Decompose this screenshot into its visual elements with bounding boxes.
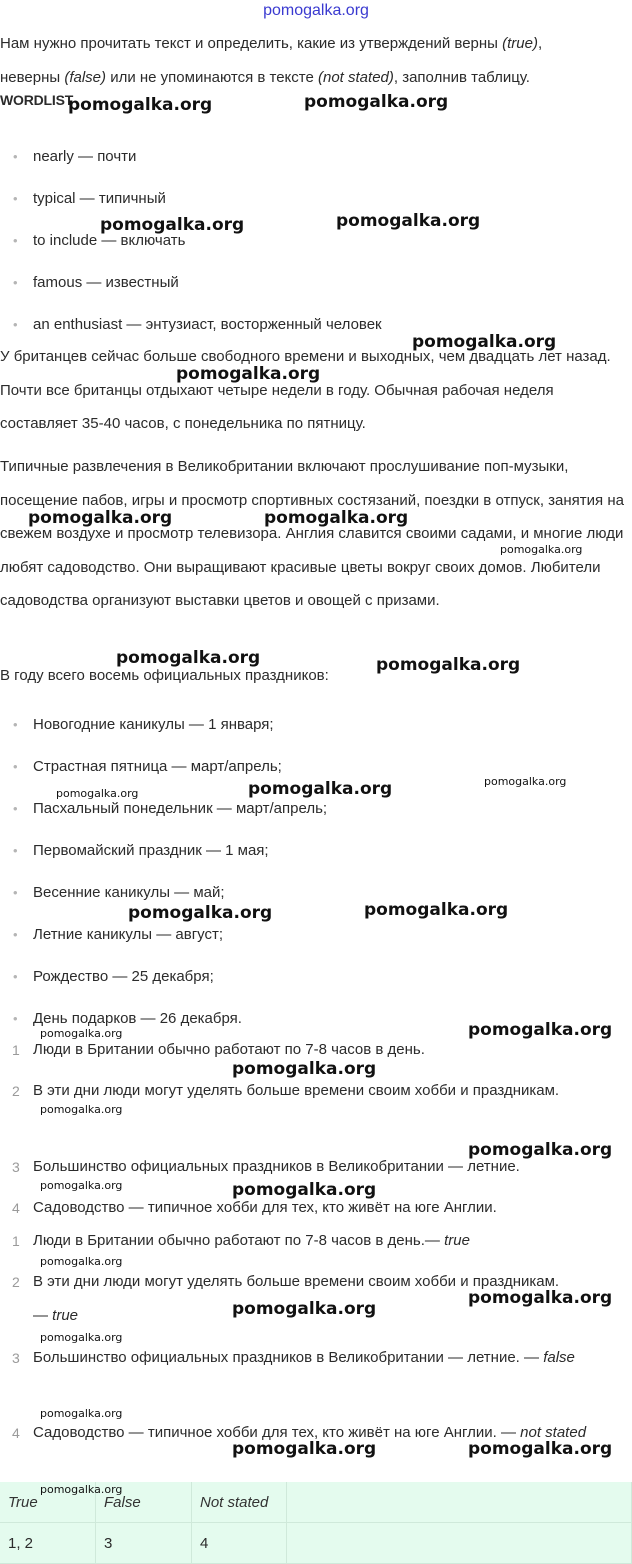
- cell-true: 1, 2: [0, 1523, 96, 1564]
- holiday-item: • Весенние каникулы — май;: [0, 878, 620, 920]
- table-empty-cell: [287, 1482, 632, 1523]
- holiday-item: • Рождество — 25 декабря;: [0, 962, 620, 1004]
- wordlist-item: • typical — типичный: [0, 184, 620, 226]
- wordlist-item: • to include — включать: [0, 226, 620, 268]
- statement-number: 4: [12, 1200, 20, 1216]
- watermark: pomogalka.org: [40, 1179, 123, 1192]
- statement-number: 3: [12, 1159, 20, 1175]
- header-not-stated: Not stated: [192, 1482, 287, 1523]
- statement-text: В эти дни люди могут уделять больше времени своим хобби и праздникам.: [33, 1082, 560, 1099]
- answer-item: [0, 1341, 632, 1375]
- watermark: pomogalka.org: [176, 364, 321, 384]
- watermark: pomogalka.org: [304, 92, 449, 112]
- not-stated-label: (not stated): [318, 68, 394, 86]
- watermark: pomogalka.org: [248, 779, 393, 799]
- answer-number: 3: [12, 1350, 20, 1366]
- wordlist-list: [0, 142, 620, 352]
- wordlist-item: • nearly — почти: [0, 142, 620, 184]
- answer-text: Люди в Британии обычно работают по 7-8 часов в день.—: [33, 1232, 445, 1249]
- answer-verdict: true: [444, 1232, 470, 1249]
- answer-verdict: true: [52, 1307, 79, 1324]
- watermark: pomogalka.org: [232, 1439, 377, 1459]
- header-true: True: [0, 1482, 96, 1523]
- watermark: pomogalka.org: [364, 900, 509, 920]
- watermark: pomogalka.org: [336, 211, 481, 231]
- watermark: pomogalka.org: [468, 1020, 613, 1040]
- watermark: pomogalka.org: [40, 1331, 123, 1344]
- holiday-item: • Летние каникулы — август;: [0, 920, 620, 962]
- true-label: (true): [502, 35, 538, 52]
- watermark: pomogalka.org: [232, 1299, 377, 1319]
- watermark: pomogalka.org: [28, 508, 173, 528]
- wordlist-heading: WORDLIST: [0, 92, 74, 108]
- statement-number: 1: [12, 1042, 20, 1058]
- watermark: pomogalka.org: [40, 1255, 123, 1268]
- holiday-item: • Страстная пятница — март/апрель;: [0, 752, 620, 794]
- watermark: pomogalka.org: [56, 787, 139, 800]
- watermark: pomogalka.org: [232, 1180, 377, 1200]
- watermark: pomogalka.org: [500, 543, 583, 556]
- cell-not-stated: 4: [192, 1523, 287, 1564]
- intro-text-b: ,: [537, 35, 543, 52]
- holidays-list: [0, 710, 620, 1046]
- statement-text: Садоводство — типичное хобби для тех, кто живёт на юге Англии.: [33, 1199, 497, 1216]
- watermark: pomogalka.org: [468, 1288, 613, 1308]
- watermark: pomogalka.org: [40, 1407, 123, 1420]
- answer-verdict: not stated: [520, 1424, 587, 1441]
- intro-text-e: , заполнив таблицу.: [393, 68, 530, 86]
- watermark: pomogalka.org: [264, 508, 409, 528]
- paragraph-hobbies: Типичные развлечения в Великобритании включают прослушивание поп-музыки, посещение пабов, игры и просмотр спортивных состязаний, поездки в отпуск, занятия на свежем воздухе и просмотр телевизора. Англия славится своими садами, и многие люди любят садоводство. Они выращивают красивые цветы вокруг своих домов. Любители садоводства организуют выставки цветов и овощей с призами.: [0, 458, 624, 609]
- header-false: False: [96, 1482, 192, 1523]
- watermark: pomogalka.org: [412, 332, 557, 352]
- watermark: pomogalka.org: [68, 95, 213, 115]
- holiday-item: • День подарков — 26 декабря.: [0, 1004, 620, 1046]
- watermark: pomogalka.org: [40, 1103, 123, 1116]
- statement-text: Большинство официальных праздников в Великобритании — летние.: [33, 1158, 520, 1175]
- statement-number: 2: [12, 1083, 20, 1099]
- watermark: pomogalka.org: [40, 1027, 123, 1040]
- answer-text: Большинство официальных праздников в Великобритании — летние. —: [33, 1349, 544, 1366]
- paragraph-workweek: У британцев сейчас больше свободного времени и выходных, чем двадцать лет назад. Почти все британцы отдыхают четыре недели в году. Обычная рабочая неделя составляет 35-40 часов, с понедельника по пятницу.: [0, 348, 611, 432]
- answer-item: [0, 1224, 632, 1258]
- false-label: (false): [64, 68, 107, 86]
- answer-verdict: false: [543, 1349, 575, 1366]
- holiday-item: • Первомайский праздник — 1 мая;: [0, 836, 620, 878]
- wordlist-item: • famous — известный: [0, 268, 620, 310]
- answer-table-row: [0, 1523, 632, 1564]
- answer-number: 4: [12, 1425, 20, 1441]
- intro-text-c: неверны: [0, 68, 65, 86]
- watermark: pomogalka.org: [468, 1439, 613, 1459]
- watermark: pomogalka.org: [468, 1140, 613, 1160]
- watermark: pomogalka.org: [100, 215, 245, 235]
- watermark: pomogalka.org: [116, 648, 261, 668]
- cell-false: 3: [96, 1523, 192, 1564]
- intro-paragraph: [0, 27, 628, 94]
- watermark: pomogalka.org: [376, 655, 521, 675]
- intro-text-d: или не упоминаются в тексте: [106, 68, 318, 86]
- answer-text: Садоводство — типичное хобби для тех, кто живёт на юге Англии. —: [33, 1424, 521, 1441]
- watermark: pomogalka.org: [484, 775, 567, 788]
- answer-number: 1: [12, 1233, 20, 1249]
- intro-text-a: Нам нужно прочитать текст и определить, какие из утверждений верны: [0, 35, 503, 52]
- holiday-item: • Пасхальный понедельник — март/апрель;: [0, 794, 620, 836]
- statement-text: Люди в Британии обычно работают по 7-8 часов в день.: [33, 1041, 425, 1058]
- answer-number: 2: [12, 1274, 20, 1290]
- paragraph-holidays-intro: В году всего восемь официальных праздников:: [0, 667, 329, 684]
- watermark: pomogalka.org: [40, 1483, 123, 1496]
- answer-text: В эти дни люди могут уделять больше времени своим хобби и праздникам. —: [33, 1273, 560, 1324]
- holiday-item: • Новогодние каникулы — 1 января;: [0, 710, 620, 752]
- watermark: pomogalka.org: [232, 1059, 377, 1079]
- watermark: pomogalka.org: [128, 903, 273, 923]
- top-watermark[interactable]: pomogalka.org: [263, 2, 369, 19]
- wordlist-item: • an enthusiast — энтузиаст, восторженный человек: [0, 310, 620, 352]
- table-empty-cell: [287, 1523, 632, 1564]
